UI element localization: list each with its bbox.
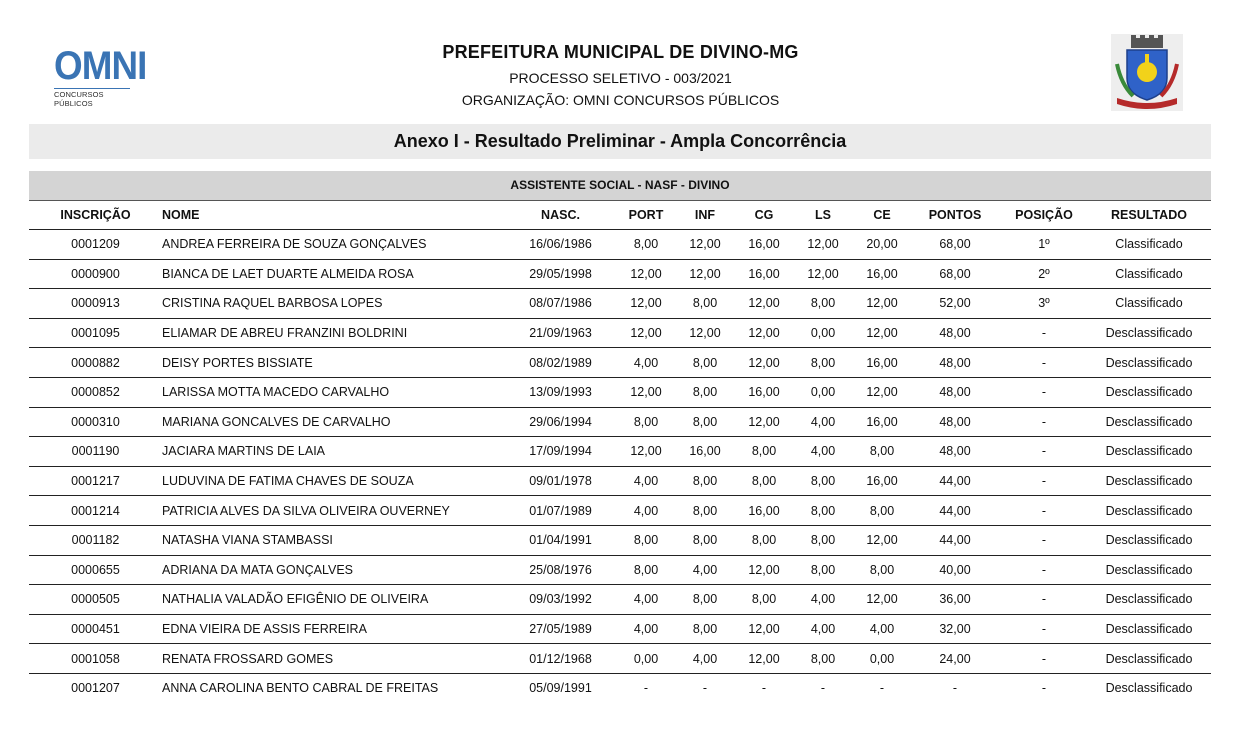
cell-ls: 4,00 [791, 437, 855, 467]
cell-ls: 4,00 [791, 614, 855, 644]
cell-pontos: 68,00 [909, 230, 1001, 260]
cell-nome: ANNA CAROLINA BENTO CABRAL DE FREITAS [162, 681, 439, 696]
cell-nasc: 09/03/1992 [502, 585, 619, 615]
table-row [29, 525, 1211, 555]
cell-nome: ELIAMAR DE ABREU FRANZINI BOLDRINI [162, 318, 502, 348]
annex-title: Anexo I - Resultado Preliminar - Ampla Concorrência [29, 124, 1211, 159]
cell-ls: 12,00 [791, 259, 855, 289]
cell-inscricao: 0001190 [29, 437, 162, 467]
cell-resultado: Classificado [1087, 259, 1211, 289]
col-header-inf: INF [673, 200, 737, 230]
cell-cg: 12,00 [737, 318, 791, 348]
cell-nome: PATRICIA ALVES DA SILVA OLIVEIRA OUVERNEY [162, 496, 502, 526]
cell-resultado: Desclassificado [1087, 466, 1211, 496]
cell-resultado: Desclassificado [1087, 585, 1211, 615]
cell-posicao: - [1001, 555, 1087, 585]
cell-inscricao: 0000505 [29, 585, 162, 615]
cell-cg: 8,00 [737, 525, 791, 555]
cell-nasc: 29/06/1994 [502, 407, 619, 437]
cell-ce: 16,00 [855, 259, 909, 289]
cell-inscricao: 0000882 [29, 348, 162, 378]
cell-ce: 16,00 [855, 466, 909, 496]
cell-port: - [643, 681, 649, 696]
cell-pontos: 48,00 [909, 407, 1001, 437]
table-row [29, 377, 1211, 407]
cell-inf: 8,00 [673, 348, 737, 378]
cell-nome: JACIARA MARTINS DE LAIA [162, 437, 502, 467]
cell-inf: 8,00 [673, 289, 737, 319]
cell-inf: 8,00 [673, 614, 737, 644]
table-row [29, 496, 1211, 526]
cell-ce: 20,00 [855, 230, 909, 260]
cell-pontos: 44,00 [909, 466, 1001, 496]
cell-posicao: - [1001, 614, 1087, 644]
cell-resultado: Desclassificado [1105, 681, 1193, 696]
cell-nome: CRISTINA RAQUEL BARBOSA LOPES [162, 289, 502, 319]
cell-resultado: Desclassificado [1087, 407, 1211, 437]
cell-cg: 16,00 [737, 230, 791, 260]
cell-cg: 12,00 [737, 348, 791, 378]
cell-pontos: 48,00 [909, 318, 1001, 348]
cell-ls: 4,00 [791, 407, 855, 437]
cell-posicao: 1º [1001, 230, 1087, 260]
cell-pontos: 36,00 [909, 585, 1001, 615]
cell-nome: LARISSA MOTTA MACEDO CARVALHO [162, 377, 502, 407]
cell-inscricao: 0000451 [29, 614, 162, 644]
cell-pontos: - [952, 681, 958, 696]
cell-ce: 12,00 [855, 585, 909, 615]
col-header-port: PORT [619, 200, 673, 230]
cell-resultado: Desclassificado [1087, 555, 1211, 585]
cell-posicao: - [1001, 525, 1087, 555]
cell-nome: NATASHA VIANA STAMBASSI [162, 525, 502, 555]
cell-inscricao: 0000655 [29, 555, 162, 585]
cell-pontos: 44,00 [909, 525, 1001, 555]
table-row [29, 318, 1211, 348]
cell-ce: 16,00 [855, 407, 909, 437]
col-header-inscricao: INSCRIÇÃO [29, 200, 162, 230]
cell-port: 12,00 [619, 437, 673, 467]
cell-resultado: Desclassificado [1087, 377, 1211, 407]
cell-posicao: - [1001, 377, 1087, 407]
cell-posicao: - [1001, 407, 1087, 437]
col-header-pontos: PONTOS [909, 200, 1001, 230]
section-title: ASSISTENTE SOCIAL - NASF - DIVINO [29, 171, 1211, 201]
cell-ce: 12,00 [855, 289, 909, 319]
cell-nome: BIANCA DE LAET DUARTE ALMEIDA ROSA [162, 259, 502, 289]
table-row [29, 614, 1211, 644]
cell-cg: 12,00 [737, 644, 791, 674]
table-row [29, 437, 1211, 467]
cell-posicao: - [1001, 348, 1087, 378]
cell-pontos: 24,00 [909, 644, 1001, 674]
cell-port: 4,00 [619, 614, 673, 644]
cell-ls: 12,00 [791, 230, 855, 260]
cell-inscricao: 0000310 [29, 407, 162, 437]
cell-ls: 8,00 [791, 525, 855, 555]
cell-port: 12,00 [619, 318, 673, 348]
cell-pontos: 48,00 [909, 437, 1001, 467]
table-row [29, 348, 1211, 378]
cell-pontos: 40,00 [909, 555, 1001, 585]
omni-logo-subtext: CONCURSOS PÚBLICOS [54, 88, 130, 108]
cell-pontos: 68,00 [909, 259, 1001, 289]
organization-subtitle: ORGANIZAÇÃO: OMNI CONCURSOS PÚBLICOS [461, 92, 780, 108]
table-row [29, 555, 1211, 585]
cell-ce: 8,00 [855, 496, 909, 526]
results-table [29, 200, 1211, 703]
cell-inf: 8,00 [673, 407, 737, 437]
cell-inf: 12,00 [673, 259, 737, 289]
cell-nome: ANDREA FERREIRA DE SOUZA GONÇALVES [162, 230, 502, 260]
cell-pontos: 32,00 [909, 614, 1001, 644]
table-header-row [29, 200, 1211, 230]
cell-inf: 8,00 [673, 377, 737, 407]
cell-nasc: 13/09/1993 [502, 377, 619, 407]
cell-resultado: Desclassificado [1087, 496, 1211, 526]
cell-inscricao: 0001058 [29, 644, 162, 674]
cell-posicao: - [1001, 496, 1087, 526]
cell-pontos: 52,00 [909, 289, 1001, 319]
omni-logo-text: OMNI [54, 44, 147, 88]
cell-inscricao: 0001095 [29, 318, 162, 348]
cell-port: 4,00 [619, 496, 673, 526]
cell-posicao: - [1001, 466, 1087, 496]
cell-ls: 8,00 [791, 466, 855, 496]
cell-cg: 12,00 [737, 289, 791, 319]
cell-nome: LUDUVINA DE FATIMA CHAVES DE SOUZA [162, 466, 502, 496]
cell-ls: 8,00 [791, 496, 855, 526]
cell-nasc: 27/05/1989 [502, 614, 619, 644]
cell-nome: ADRIANA DA MATA GONÇALVES [162, 555, 502, 585]
table-row [29, 407, 1211, 437]
cell-resultado: Classificado [1087, 289, 1211, 319]
cell-inf: 8,00 [673, 585, 737, 615]
cell-nasc: 29/05/1998 [502, 259, 619, 289]
cell-inscricao: 0001182 [29, 525, 162, 555]
cell-ce: 12,00 [855, 377, 909, 407]
cell-ls: 8,00 [791, 555, 855, 585]
cell-nasc: 01/04/1991 [502, 525, 619, 555]
cell-posicao: 3º [1001, 289, 1087, 319]
table-row [29, 230, 1211, 260]
cell-port: 4,00 [619, 348, 673, 378]
page-title: PREFEITURA MUNICIPAL DE DIVINO-MG [442, 42, 799, 62]
cell-ce: 8,00 [855, 437, 909, 467]
process-subtitle: PROCESSO SELETIVO - 003/2021 [509, 70, 732, 86]
cell-nome: MARIANA GONCALVES DE CARVALHO [162, 407, 502, 437]
cell-ce: 8,00 [855, 555, 909, 585]
cell-posicao: 2º [1001, 259, 1087, 289]
cell-port: 8,00 [619, 555, 673, 585]
cell-nasc: 08/07/1986 [502, 289, 619, 319]
cell-ce: - [879, 681, 885, 696]
cell-inf: 8,00 [673, 496, 737, 526]
cell-cg: 16,00 [737, 377, 791, 407]
cell-posicao: - [1001, 585, 1087, 615]
cell-nome: DEISY PORTES BISSIATE [162, 348, 502, 378]
cell-inscricao: 0000900 [29, 259, 162, 289]
cell-port: 8,00 [619, 230, 673, 260]
cell-nome: RENATA FROSSARD GOMES [162, 644, 502, 674]
cell-nasc: 05/09/1991 [529, 681, 592, 696]
cell-inscricao: 0001217 [29, 466, 162, 496]
cell-ls: 8,00 [791, 289, 855, 319]
cell-ce: 12,00 [855, 525, 909, 555]
cell-inscricao: 0001207 [71, 681, 120, 696]
cell-inscricao: 0001214 [29, 496, 162, 526]
cell-nome: EDNA VIEIRA DE ASSIS FERREIRA [162, 614, 502, 644]
table-row [29, 585, 1211, 615]
cell-port: 12,00 [619, 377, 673, 407]
cell-port: 8,00 [619, 525, 673, 555]
cell-port: 12,00 [619, 289, 673, 319]
table-row [29, 466, 1211, 496]
cell-posicao: - [1001, 437, 1087, 467]
cell-inf: - [702, 681, 708, 696]
cell-ce: 0,00 [855, 644, 909, 674]
cell-posicao: - [1001, 318, 1087, 348]
col-header-ls: LS [791, 200, 855, 230]
cell-ce: 12,00 [855, 318, 909, 348]
cell-resultado: Desclassificado [1087, 437, 1211, 467]
cell-inf: 8,00 [673, 466, 737, 496]
cell-ls: 0,00 [791, 318, 855, 348]
col-header-nasc: NASC. [502, 200, 619, 230]
cell-resultado: Desclassificado [1087, 348, 1211, 378]
cell-cg: 12,00 [737, 555, 791, 585]
cell-inf: 4,00 [673, 644, 737, 674]
cell-resultado: Classificado [1087, 230, 1211, 260]
cell-nasc: 08/02/1989 [502, 348, 619, 378]
table-row [29, 289, 1211, 319]
cell-resultado: Desclassificado [1087, 318, 1211, 348]
table-row [29, 673, 1211, 702]
cell-port: 12,00 [619, 259, 673, 289]
cell-cg: 12,00 [737, 407, 791, 437]
cell-inf: 12,00 [673, 318, 737, 348]
cell-posicao: - [1041, 681, 1047, 696]
cell-ls: 4,00 [791, 585, 855, 615]
cell-nome: NATHALIA VALADÃO EFIGÊNIO DE OLIVEIRA [162, 585, 502, 615]
cell-inf: 8,00 [673, 525, 737, 555]
cell-cg: 12,00 [737, 614, 791, 644]
cell-inf: 16,00 [673, 437, 737, 467]
cell-nasc: 21/09/1963 [502, 318, 619, 348]
cell-nasc: 17/09/1994 [502, 437, 619, 467]
cell-cg: 16,00 [737, 259, 791, 289]
cell-cg: 8,00 [737, 585, 791, 615]
cell-posicao: - [1001, 644, 1087, 674]
cell-port: 4,00 [619, 466, 673, 496]
cell-port: 8,00 [619, 407, 673, 437]
cell-ls: - [820, 681, 826, 696]
table-row [29, 259, 1211, 289]
cell-ce: 16,00 [855, 348, 909, 378]
municipal-crest-logo [1111, 34, 1183, 111]
cell-port: 0,00 [619, 644, 673, 674]
col-header-nome: NOME [162, 200, 502, 230]
cell-nasc: 01/12/1968 [502, 644, 619, 674]
cell-ls: 0,00 [791, 377, 855, 407]
cell-cg: - [761, 681, 767, 696]
cell-inf: 4,00 [673, 555, 737, 585]
col-header-resultado: RESULTADO [1087, 200, 1211, 230]
col-header-cg: CG [737, 200, 791, 230]
cell-nasc: 01/07/1989 [502, 496, 619, 526]
cell-resultado: Desclassificado [1087, 644, 1211, 674]
cell-inscricao: 0000852 [29, 377, 162, 407]
cell-nasc: 09/01/1978 [502, 466, 619, 496]
cell-pontos: 44,00 [909, 496, 1001, 526]
cell-nasc: 16/06/1986 [502, 230, 619, 260]
cell-inscricao: 0000913 [29, 289, 162, 319]
cell-ls: 8,00 [791, 348, 855, 378]
cell-port: 4,00 [619, 585, 673, 615]
table-row [29, 644, 1211, 674]
cell-inscricao: 0001209 [29, 230, 162, 260]
cell-resultado: Desclassificado [1087, 525, 1211, 555]
cell-pontos: 48,00 [909, 348, 1001, 378]
cell-cg: 8,00 [737, 466, 791, 496]
col-header-posicao: POSIÇÃO [1001, 200, 1087, 230]
cell-ce: 4,00 [855, 614, 909, 644]
cell-ls: 8,00 [791, 644, 855, 674]
cell-cg: 16,00 [737, 496, 791, 526]
cell-inf: 12,00 [673, 230, 737, 260]
cell-pontos: 48,00 [909, 377, 1001, 407]
cell-resultado: Desclassificado [1087, 614, 1211, 644]
cell-nasc: 25/08/1976 [502, 555, 619, 585]
col-header-ce: CE [855, 200, 909, 230]
cell-cg: 8,00 [737, 437, 791, 467]
